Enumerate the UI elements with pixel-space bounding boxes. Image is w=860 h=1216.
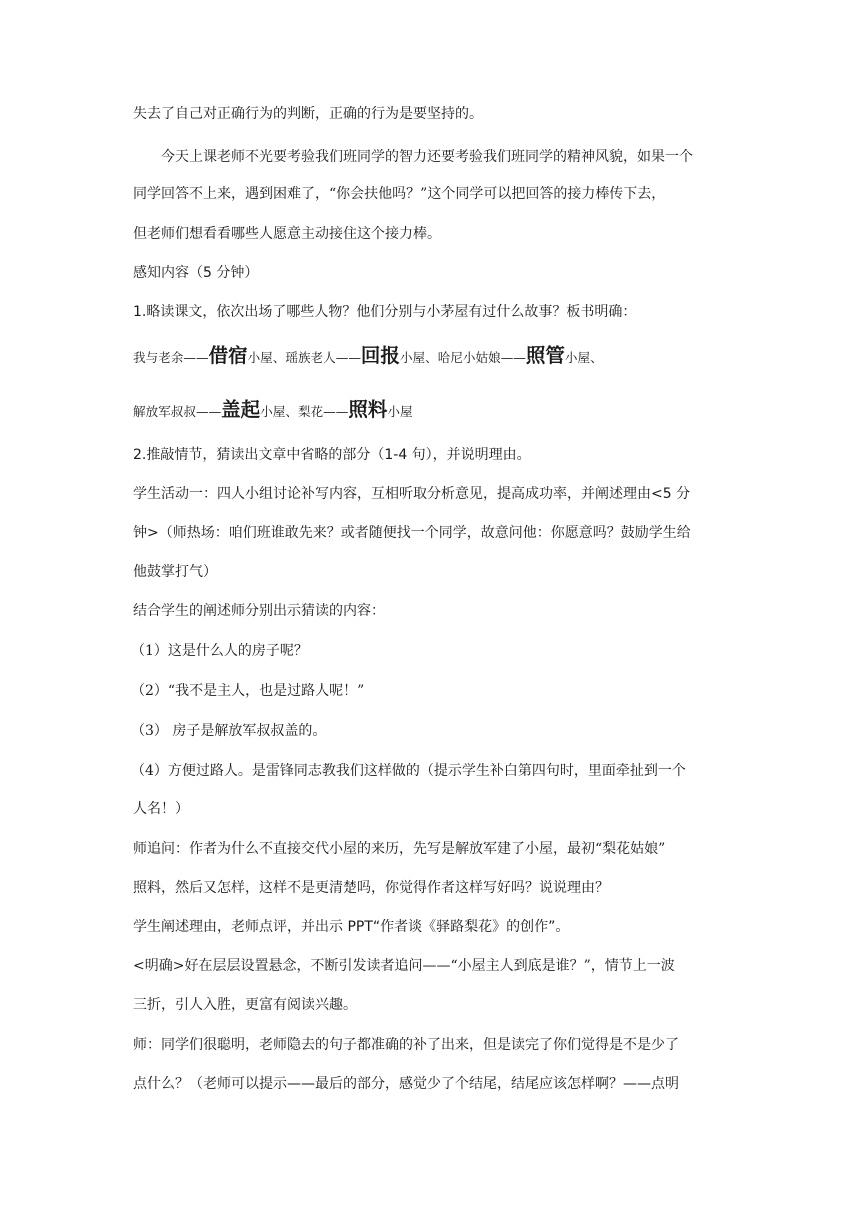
board-keyword: 照管 <box>525 344 565 367</box>
board-text: 解放军叔叔—— <box>133 404 222 419</box>
board-text: 小屋、 <box>564 350 603 365</box>
board-text: 小屋、哈尼小姑娘—— <box>399 350 526 365</box>
board-keyword: 回报 <box>360 344 400 367</box>
board-text: 小屋、瑶族老人—— <box>247 350 361 365</box>
question-2: 2.推敲情节，猜读出文章中省略的部分（1-4 句），并说明理由。 <box>133 447 531 463</box>
activity-line-3: 他鼓掌打气） <box>133 564 217 580</box>
answer-line-1: <明确>好在层层设置悬念，不断引发读者追问——“小屋主人到底是谁？”，情节上一波 <box>133 958 675 974</box>
board-keyword: 照料 <box>348 398 388 421</box>
closing-line-2: 点什么？（老师可以提示——最后的部分，感觉少了个结尾，结尾应该怎样啊？——点明 <box>133 1076 679 1092</box>
board-text: 我与老余—— <box>133 350 209 365</box>
guess-item-4-cont: 人名！） <box>133 801 189 817</box>
text-line-1: 失去了自己对正确行为的判断，正确的行为是要坚持的。 <box>133 106 483 122</box>
intro-line: 结合学生的阐述师分别出示猜读的内容： <box>133 603 385 619</box>
text-line-2: 今天上课老师不光要考验我们班同学的智力还要考验我们班同学的精神风貌，如果一个 <box>161 149 693 165</box>
board-keyword: 盖起 <box>221 398 261 421</box>
activity-line-2: 钟>（师热场：咱们班谁敢先来？或者随便找一个同学，故意问他：你愿意吗？鼓励学生给 <box>133 525 691 541</box>
board-keyword: 借宿 <box>208 344 248 367</box>
section-heading: 感知内容（5 分钟） <box>133 265 259 281</box>
followup-line-1: 师追问：作者为什么不直接交代小屋的来历，先写是解放军建了小屋，最初“梨花姑娘” <box>133 841 666 857</box>
answer-line-2: 三折，引人入胜，更富有阅读兴趣。 <box>133 997 357 1013</box>
activity-line-1: 学生活动一：四人小组讨论补写内容，互相听取分析意见，提高成功率，并阐述理由<5 分 <box>133 486 691 502</box>
board-text: 小屋、梨花—— <box>260 404 349 419</box>
board-row-2 <box>133 394 413 422</box>
guess-item-4: （4）方便过路人。是雷锋同志教我们这样做的（提示学生补白第四句时，里面牵扯到一个 <box>131 763 686 779</box>
question-1: 1.略读课文，依次出场了哪些人物？他们分别与小茅屋有过什么故事？板书明确： <box>133 304 637 320</box>
text-line-4: 但老师们想看看哪些人愿意主动接住这个接力棒。 <box>133 226 441 242</box>
guess-item-2: （2）“我不是主人，也是过路人呢！” <box>131 683 365 699</box>
explain-line: 学生阐述理由，老师点评，并出示 PPT“作者谈《驿路梨花》的创作”。 <box>133 919 570 935</box>
board-text: 小屋 <box>387 404 413 419</box>
board-row-1 <box>133 340 603 368</box>
text-line-3: 同学回答不上来，遇到困难了，“你会扶他吗？”这个同学可以把回答的接力棒传下去， <box>133 186 666 202</box>
closing-line-1: 师：同学们很聪明，老师隐去的句子都准确的补了出来，但是读完了你们觉得是不是少了 <box>133 1037 679 1053</box>
followup-line-2: 照料，然后又怎样，这样不是更清楚吗，你觉得作者这样写好吗？说说理由？ <box>133 880 609 896</box>
guess-item-3: （3） 房子是解放军叔叔盖的。 <box>131 723 327 739</box>
guess-item-1: （1）这是什么人的房子呢？ <box>131 643 308 659</box>
